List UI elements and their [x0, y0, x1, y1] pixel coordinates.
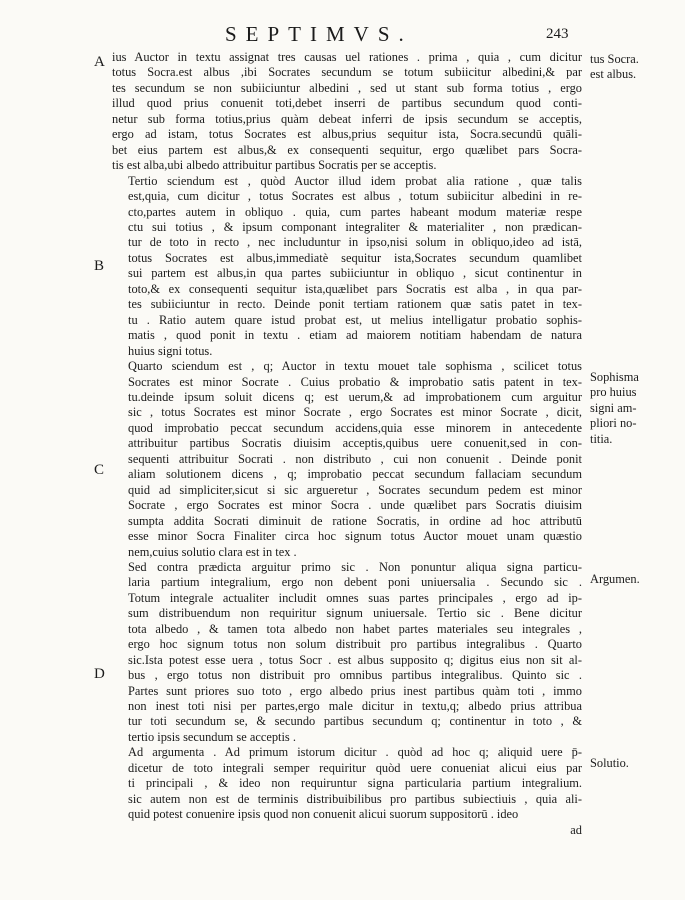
text-line: tu.deinde ipsum soluit dicens q; est uerum,& ad improbationem cum arguitur [128, 389, 582, 404]
text-line: ti principali , & ideo non requiruntur signa particularia partium integralium. [128, 776, 582, 791]
text-line: sic.Ista potest esse uera , totus Socr . est albus supposito q; digitus eius non sit al- [128, 652, 582, 667]
text-line: netur sub forma totius,prius quàm debeat inferri de ipsis secundum se acceptis, [112, 111, 582, 126]
marginal-note-line: est albus. [590, 67, 637, 82]
text-line: Ad argumenta . Ad primum istorum dicitur . quòd ad hoc q; aliquid uere p̄- [128, 745, 582, 760]
section-marker-b: B [94, 258, 105, 274]
text-line: Partes sunt priores suo toto , ergo albedo prius inest partibus quàm toti , immo [128, 683, 582, 698]
text-line: bus , ergo totus non distribuit pro omnibus partibus integralibus. Quinto sic . [128, 668, 582, 683]
text-line: Sed contra prædicta arguitur primo sic . Non ponuntur aliqua signa particu- [128, 559, 582, 574]
running-title: SEPTIMVS. [225, 22, 413, 46]
text-line: totus Socrates est albus,immediatè sequitur ista,Socrates secundum quamlibet [128, 250, 582, 265]
text-line: Quarto sciendum est , q; Auctor in textu mouet tale sophisma , scilicet totus [128, 359, 582, 374]
marginal-note-line: titia. [590, 431, 613, 446]
text-line: cto,partes autem in obliquo . quia, cum partes habeant modum materiæ respe [128, 204, 582, 219]
page-number: 243 [546, 26, 569, 42]
text-line: huius signi totus. [128, 343, 213, 358]
text-line: quid potest conuenire ipsis quod non conuenit alicui suorum suppositorū . ideo [128, 807, 519, 822]
text-line: sequenti attribuitur Socrati . non distributo , cui non conuenit . Deinde ponit [128, 451, 582, 466]
text-line: illud quod prius conuenit toti,debet inserri de partibus secundum quod conti- [112, 96, 582, 111]
text-line: aliam solutionem dicens , q; improbatio peccat secundum fallaciam secundum [128, 467, 582, 482]
text-line: matis , quod ponit in textu . etiam ad maiorem notitiam habendam de natura [128, 328, 582, 343]
text-line: ctu sui totius , & ipsum componant integraliter & materialiter , non prædican- [128, 219, 582, 234]
text-line: est,quia, cum dicitur , totus Socrates est albus , totum subiicitur albedini in re- [128, 189, 582, 204]
section-marker-c: C [94, 462, 105, 478]
marginal-note-line: Solutio. [590, 756, 629, 770]
paragraph [112, 560, 582, 745]
text-line: tes subiiciuntur in recto. Deinde ponit tertiam rationem quæ satis patet in tex- [128, 297, 582, 312]
text-line: sum distribuendum non requiritur signum uniuersale. Tertio sic . Bene dicitur [128, 606, 582, 621]
marginal-note [590, 52, 680, 83]
marginal-note [590, 756, 680, 771]
text-line: dicetur de toto integrali semper requiritur quòd uere conueniat alicui eius par [128, 760, 582, 775]
marginal-note-line: Sophisma [590, 370, 639, 384]
text-line: Socrate , ergo Socrates est minor Socra . unde quælibet pars Socratis diuisim [128, 498, 582, 513]
marginal-note-line: Argumen. [590, 572, 640, 586]
paragraph [112, 359, 582, 560]
text-line: ius Auctor in textu assignat tres causas uel rationes . prima , quia , cum dicitur [112, 50, 582, 64]
catchword: ad [570, 822, 582, 837]
text-line: quod improbatio peccat secundum accidens,quia esse minorem in antecedente [128, 420, 582, 435]
text-line: nem,cuius solutio clara est in tex . [128, 544, 297, 559]
text-line: sui partem est albus,in qua partes subiiciuntur in obliquo , sicut continentur in [128, 266, 582, 281]
marginal-note [590, 572, 680, 587]
text-line: attribuitur partibus Socratis diuisim acceptis,quibus uere conuenit,sed in con- [128, 436, 582, 451]
marginal-note-line: signi am- [590, 400, 637, 415]
text-line: sic , totus Socrates est minor Socrate , ergo Socrates est minor Socrate , dicit, [128, 405, 582, 420]
text-line: bet eius partem est albus,& ex consequenti sequitur, ergo quælibet pars Socra- [112, 142, 582, 157]
text-line: non inest toti nisi per partes,ergo male dicitur in textu,q; albedo prius attribua [128, 699, 582, 714]
text-line: tota albedo , & tamen tota albedo non habet partes materiales seu integrales , [128, 621, 582, 636]
text-line: tertio ipsis secundum se acceptis . [128, 729, 296, 744]
paragraph [112, 50, 582, 174]
text-line: tur toti secundum se, & secundo partibus secundum q; continentur in toto , & [128, 714, 582, 729]
text-line: sumpta addita Socrati diminuit de ratione Socratis, in ordine ad hoc attributū [128, 513, 582, 528]
text-line: Socrates est minor Socrate . Cuius probatio & improbatio satis patent in tex- [128, 374, 582, 389]
text-line: quid ad simpliciter,sicut si sic argueretur , Socrates secundum pedem est minor [128, 482, 582, 497]
text-line: tu . Ratio autem quare istud probat est, ut melius intelligatur probatio sophis- [128, 312, 582, 327]
text-line: ergo ad istam, totus Socrates est albus,prius sequitur ista, Socra.secundū quāli- [112, 127, 582, 142]
body-text [112, 50, 582, 838]
marginal-note-line: pro huius [590, 385, 637, 400]
paragraph [112, 174, 582, 359]
text-line: toto,& ex consequenti sequitur ista,quælibet pars Socratis est alba , in qua par- [128, 281, 582, 296]
text-line: tis est alba,ubi albedo attribuitur partibus Socratis per se acceptis. [112, 158, 437, 173]
paragraph [112, 745, 582, 822]
text-line: laria partium integralium, ergo non debent poni uniuersalia . Secundo sic . [128, 575, 582, 590]
marginal-note-line: tus Socra. [590, 52, 639, 66]
marginal-note [590, 370, 680, 447]
section-marker-d: D [94, 666, 105, 682]
text-line: esse minor Socra Finaliter circa hoc signum totus Auctor mouet unam quæstio [128, 529, 582, 544]
text-line: sic autem non est de terminis distribuibilibus pro partibus subiectiuis , quia ali- [128, 791, 582, 806]
text-line: tur de toto in recto , nec includuntur in ipso,nisi solum in obliquo,ideo ad istā, [128, 235, 582, 250]
text-line: tes secundum se non subiiciuntur albedini , sed ut stant sub forma totius , ergo [112, 80, 582, 95]
section-marker-a: A [94, 54, 105, 70]
text-line: Totum integrale actualiter includit omnes suas partes principales , ergo ad ip- [128, 590, 582, 605]
text-line: totus Socra.est albus ,ibi Socrates secundum se totum subiicitur albedini,& par [112, 65, 582, 80]
marginal-note-line: pliori no- [590, 416, 637, 431]
text-line: ergo hoc signum totus non solum distribuit pro partibus integralibus . Quarto [128, 637, 582, 652]
text-line: Tertio sciendum est , quòd Auctor illud idem probat alia ratione , quæ talis [128, 173, 582, 188]
